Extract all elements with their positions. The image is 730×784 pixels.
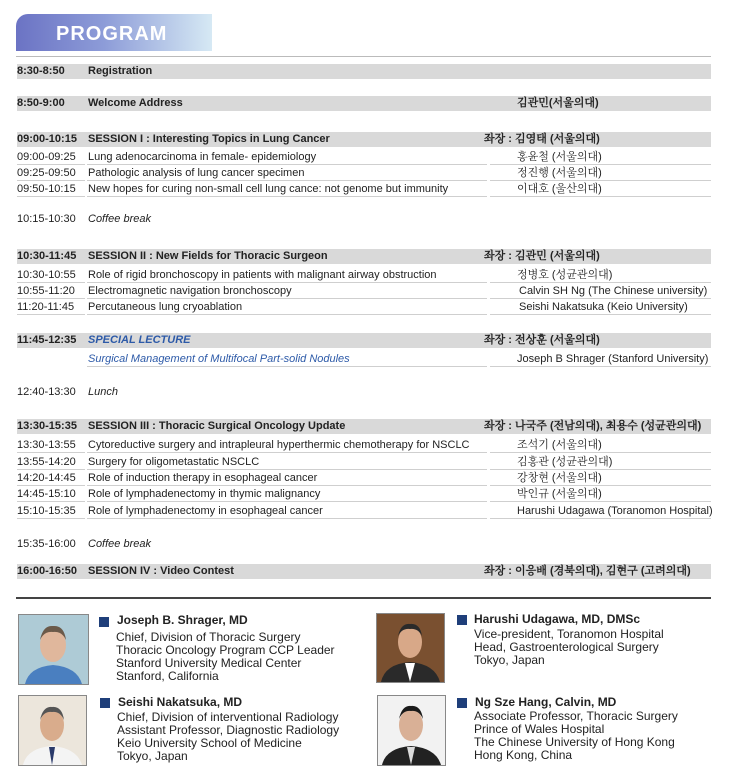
schedule-row — [17, 352, 711, 367]
row-title: Role of lymphadenectomy in thymic malignancy — [88, 488, 321, 500]
row-time: 09:00-09:25 — [17, 151, 76, 163]
row-title: Percutaneous lung cryoablation — [88, 301, 243, 313]
speaker-detail: Tokyo, Japan — [117, 749, 188, 763]
schedule-row-registration — [17, 64, 711, 79]
row-speaker: Calvin SH Ng (The Chinese university) — [519, 285, 708, 297]
row-title: Lunch — [88, 386, 118, 398]
row-chair: 좌장 : 김영태 (서울의대) — [484, 133, 600, 145]
row-speaker: 조석기 (서울의대) — [517, 439, 602, 451]
schedule-row — [17, 504, 711, 519]
row-chair: 좌장 : 나국주 (전남의대), 최용수 (성균관의대) — [484, 420, 702, 432]
row-speaker: 김홍관 (성균관의대) — [517, 456, 613, 468]
speaker-detail: Keio University School of Medicine — [117, 736, 302, 750]
person-photo-icon — [377, 614, 444, 682]
row-speaker: 김관민(서울의대) — [517, 97, 599, 109]
session-header — [17, 564, 711, 579]
row-time: 8:50-9:00 — [17, 97, 65, 109]
schedule-row — [17, 284, 711, 299]
schedule-row — [17, 182, 711, 197]
row-speaker: 이대호 (울산의대) — [517, 183, 602, 195]
row-speaker: 강창현 (서울의대) — [517, 472, 602, 484]
row-title: Coffee break — [88, 213, 151, 225]
session-header — [17, 249, 711, 264]
speaker-name: Joseph B. Shrager, MD — [117, 613, 248, 627]
schedule-row-welcome — [17, 96, 711, 111]
row-time: 10:30-10:55 — [17, 269, 76, 281]
bullet-square-icon — [457, 615, 467, 625]
speaker-detail: Thoracic Oncology Program CCP Leader — [116, 643, 335, 657]
row-speaker: Seishi Nakatsuka (Keio University) — [519, 301, 688, 313]
person-photo-icon — [378, 696, 445, 765]
row-time: 09:25-09:50 — [17, 167, 76, 179]
bullet-square-icon — [457, 698, 467, 708]
row-time: 13:55-14:20 — [17, 456, 76, 468]
row-title: SESSION II : New Fields for Thoracic Surgeon — [88, 250, 328, 262]
row-speaker: Joseph B Shrager (Stanford University) — [517, 353, 709, 365]
person-photo-icon — [19, 615, 88, 684]
bullet-square-icon — [99, 617, 109, 627]
row-title: New hopes for curing non-small cell lung cance: not genome but immunity — [88, 183, 449, 195]
row-title: Role of rigid bronchoscopy in patients with malignant airway obstruction — [88, 269, 437, 281]
speaker-detail: Associate Professor, Thoracic Surgery — [474, 709, 678, 723]
row-title: Lung adenocarcinoma in female- epidemiology — [88, 151, 317, 163]
row-time: 09:50-10:15 — [17, 183, 76, 195]
speaker-detail: Prince of Wales Hospital — [474, 722, 605, 736]
speaker-photo — [376, 613, 445, 683]
row-time: 10:15-10:30 — [17, 213, 76, 225]
speaker-name: Seishi Nakatsuka, MD — [118, 695, 243, 709]
speaker-photo — [18, 695, 87, 766]
row-time: 11:20-11:45 — [17, 301, 75, 313]
row-title: Role of lymphadenectomy in esophageal cancer — [88, 505, 323, 517]
row-title: Coffee break — [88, 538, 151, 550]
schedule-row-break — [17, 212, 711, 227]
schedule-row-lunch — [17, 385, 711, 400]
schedule-row — [17, 455, 711, 470]
speaker-detail: Stanford University Medical Center — [116, 656, 302, 670]
program-banner — [16, 14, 212, 51]
row-title: SESSION I : Interesting Topics in Lung Cancer — [88, 133, 330, 145]
speaker-photo — [18, 614, 89, 685]
row-speaker: 정진행 (서울의대) — [517, 167, 602, 179]
row-title: Registration — [88, 65, 153, 77]
bullet-square-icon — [100, 698, 110, 708]
row-title: SPECIAL LECTURE — [88, 334, 191, 346]
program-title: PROGRAM — [56, 23, 168, 45]
schedule-row — [17, 166, 711, 181]
divider — [16, 56, 711, 57]
schedule-row-break — [17, 537, 711, 552]
schedule-row — [17, 471, 711, 486]
row-time: 10:55-11:20 — [17, 285, 75, 297]
speaker-name: Harushi Udagawa, MD, DMSc — [474, 612, 641, 626]
schedule-row — [17, 438, 711, 453]
row-time: 15:10-15:35 — [17, 505, 76, 517]
row-title: Role of induction therapy in esophageal cancer — [88, 472, 318, 484]
row-chair: 좌장 : 전상훈 (서울의대) — [484, 334, 600, 346]
row-time: 14:45-15:10 — [17, 488, 76, 500]
speaker-detail: Chief, Division of interventional Radiology — [117, 710, 339, 724]
row-time: 13:30-15:35 — [17, 420, 77, 432]
person-photo-icon — [19, 696, 86, 765]
row-time: 09:00-10:15 — [17, 133, 77, 145]
speaker-detail: Head, Gastroenterological Surgery — [474, 640, 659, 654]
row-title: SESSION IV : Video Contest — [88, 565, 234, 577]
row-speaker: Harushi Udagawa (Toranomon Hospital) — [517, 505, 713, 517]
row-title: Surgery for oligometastatic NSCLC — [88, 456, 260, 468]
schedule-row — [17, 150, 711, 165]
row-time: 16:00-16:50 — [17, 565, 77, 577]
row-title: Welcome Address — [88, 97, 183, 109]
session-header — [17, 132, 711, 147]
row-time: 12:40-13:30 — [17, 386, 76, 398]
speaker-detail: Stanford, California — [116, 669, 219, 683]
row-time: 11:45-12:35 — [17, 334, 77, 346]
session-header — [17, 333, 711, 348]
speaker-detail: Chief, Division of Thoracic Surgery — [116, 630, 301, 644]
row-title: Electromagnetic navigation bronchoscopy — [88, 285, 292, 297]
row-time: 14:20-14:45 — [17, 472, 76, 484]
divider — [16, 597, 711, 599]
speaker-photo — [377, 695, 446, 766]
row-title: Surgical Management of Multifocal Part-solid Nodules — [88, 353, 350, 365]
row-time: 8:30-8:50 — [17, 65, 65, 77]
schedule-row — [17, 268, 711, 283]
speaker-detail: Assistant Professor, Diagnostic Radiology — [117, 723, 340, 737]
row-title: SESSION III : Thoracic Surgical Oncology Update — [88, 420, 346, 432]
schedule-row — [17, 300, 711, 315]
row-speaker: 박인규 (서울의대) — [517, 488, 602, 500]
row-speaker: 홍윤철 (서울의대) — [517, 151, 602, 163]
row-time: 15:35-16:00 — [17, 538, 76, 550]
speaker-detail: Tokyo, Japan — [474, 653, 545, 667]
schedule-row — [17, 487, 711, 502]
row-speaker: 정병호 (성균관의대) — [517, 269, 613, 281]
row-title: Pathologic analysis of lung cancer specimen — [88, 167, 305, 179]
speaker-name: Ng Sze Hang, Calvin, MD — [475, 695, 617, 709]
speaker-detail: Hong Kong, China — [474, 748, 573, 762]
speaker-detail: Vice-president, Toranomon Hospital — [474, 627, 664, 641]
row-time: 13:30-13:55 — [17, 439, 76, 451]
row-chair: 좌장 : 김관민 (서울의대) — [484, 250, 600, 262]
session-header — [17, 419, 711, 434]
row-title: Cytoreductive surgery and intrapleural hyperthermic chemotherapy for NSCLC — [88, 439, 470, 451]
row-chair: 좌장 : 이응배 (경북의대), 김현구 (고려의대) — [484, 565, 691, 577]
speaker-detail: The Chinese University of Hong Kong — [474, 735, 675, 749]
row-time: 10:30-11:45 — [17, 250, 77, 262]
